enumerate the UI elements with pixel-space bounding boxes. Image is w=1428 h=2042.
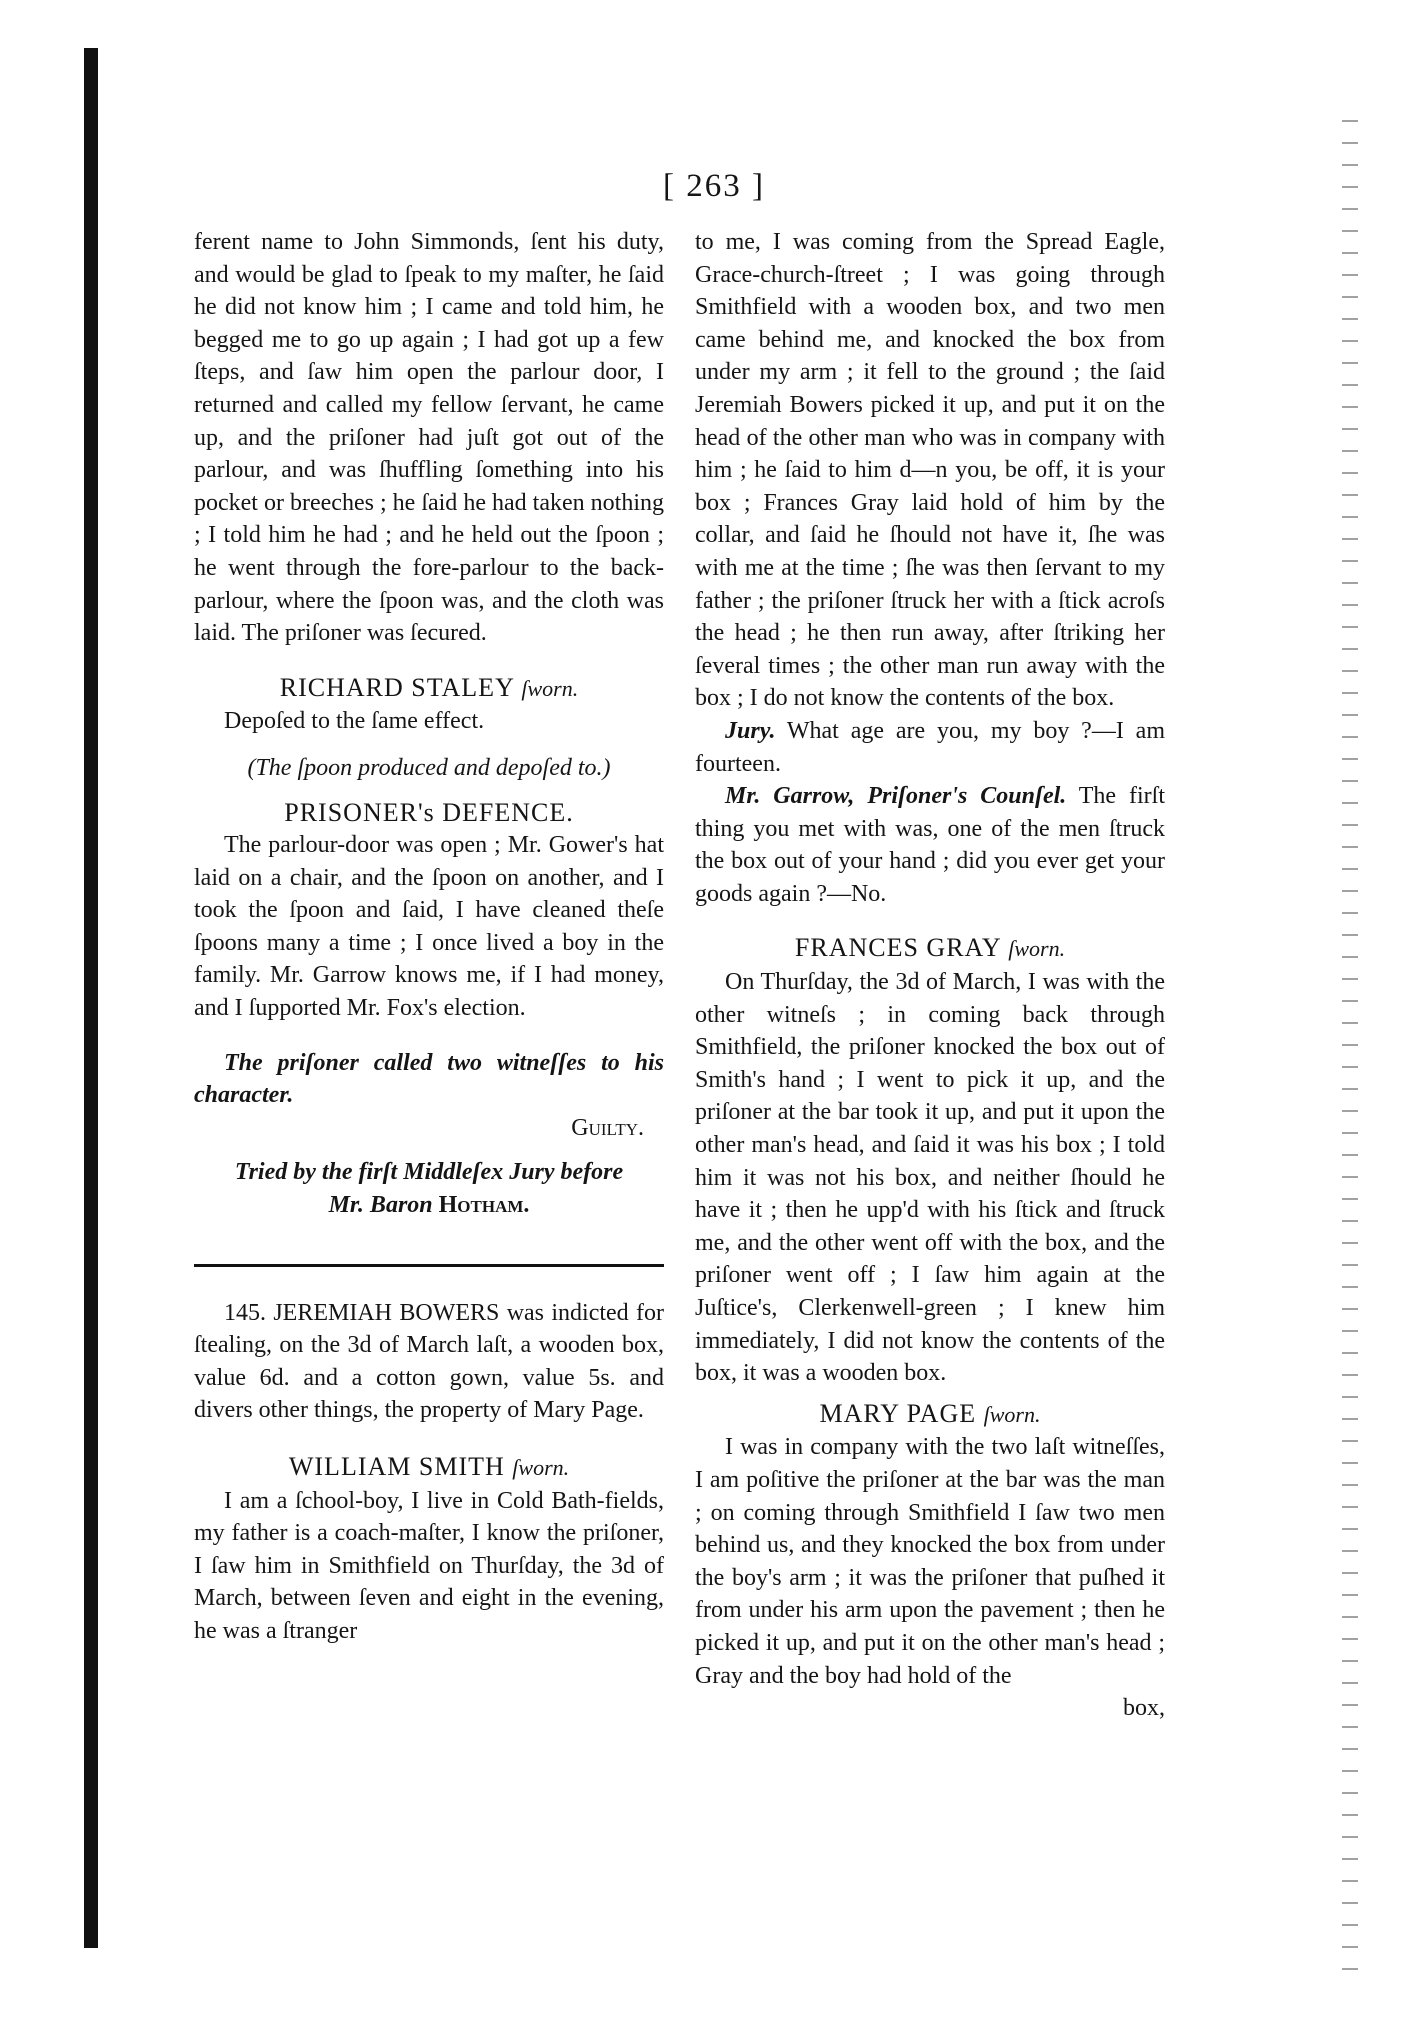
witness-heading-gray (695, 932, 1165, 966)
counsel-question (695, 780, 1165, 910)
witness-name: FRANCES GRAY (794, 933, 1001, 963)
question-text: What age are you, my boy ?—I am fourteen. (695, 717, 1165, 777)
scan-noise (1342, 120, 1358, 1980)
catchword: box, (1123, 1695, 1165, 1722)
indictment-paragraph (194, 1297, 664, 1427)
judge-name: Hotham. (438, 1192, 530, 1219)
question-text: The firſt thing you met with was, one of the men ſtruck the box out of your hand ; did you ever get your goods again ?—No. (695, 783, 1165, 907)
binding-edge (84, 48, 98, 1948)
witness-name: WILLIAM SMITH (288, 1452, 505, 1481)
smith-testimony: I am a ſchool-boy, I live in Cold Bath-fields, my father is a coach-maſter, I know the priſoner, I ſaw him in Smithfield on Thurſday, the 3d of March, between ſeven and eight in the evening, he was a ſtranger (194, 1487, 664, 1644)
jury-question (695, 715, 1165, 780)
verdict: Guilty. (571, 1114, 644, 1141)
witness-note: The priſoner called two witneſſes to his character. (194, 1049, 664, 1109)
deposition-text: Depoſed to the ſame effect. (224, 708, 485, 735)
exhibit-note: (The ſpoon produced and depoſed to.) (247, 754, 611, 781)
judge-title: Mr. Baron (328, 1192, 433, 1219)
right-column (695, 226, 1165, 1725)
defence-text: The parlour-door was open ; Mr. Gower's hat laid on a chair, and the ſpoon on another, and I took the ſpoon and ſaid, I have cleaned theſe ſpoons many a time ; I once lived a boy in the family. Mr. Garrow knows me, if I had money, and I ſupported Mr. Fox's election. (194, 832, 664, 1022)
left-column (194, 226, 664, 1648)
tried-line-1: Tried by the firſt Middleſex Jury before (234, 1159, 624, 1186)
witness-name: RICHARD STALEY (279, 672, 514, 702)
speaker-label: Jury. (725, 717, 776, 744)
sworn-label: ſworn. (1008, 936, 1066, 962)
indictment-text: JEREMIAH BOWERS was indicted for ſtealing, on the 3d of March laſt, a wooden box, value 6d. and a cotton gown, value 5s. and divers other things, the property of Mary Page. (194, 1299, 664, 1424)
sworn-label: ſworn. (521, 675, 579, 701)
sworn-label: ſworn. (983, 1401, 1041, 1427)
smith-testimony-continued: to me, I was coming from the Spread Eagle, Grace-church-ſtreet ; I was going through Smithfield with a wooden box, and two men came behind me, and knocked the box from under my arm ; it fell to the ground ; the ſaid Jeremiah Bowers picked it up, and put it on the head of the other man who was in company with him ; he ſaid to him d—n you, be off, it is your box ; Frances Gray laid hold of him by the collar, and ſaid he ſhould not have it, ſhe was with me at the time ; ſhe was then ſervant to my father ; the priſoner ſtruck her with a ſtick acroſs the head ; he then run away, after ſtriking her ſeveral times ; the other man run away with the box ; I do not know the contents of the box. (695, 229, 1165, 712)
gray-testimony: On Thurſday, the 3d of March, I was with the other witneſs ; in coming back through Smithfield, the priſoner knocked the box out of Smith's hand ; I went to pick it up, and the priſoner at the bar took it up, and put it upon the other man's head, and ſaid it was his box ; I told him it was not his box, and neither ſhould he have it ; then he upp'd with his ſtick and ſtruck me, and the other went off with the box, and the priſoner went off ; I ſaw him again at the Juſtice's, Clerkenwell-green ; I knew him immediately, I did not know the contents of the box, it was a wooden box. (695, 969, 1165, 1387)
section-heading-defence: PRISONER's DEFENCE. (284, 797, 574, 827)
case-number: 145. (224, 1299, 266, 1326)
page-number: [ 263 ] (663, 168, 765, 204)
witness-heading-page (695, 1398, 1165, 1432)
witness-heading-smith (194, 1451, 664, 1485)
witness-name: MARY PAGE (819, 1398, 977, 1428)
continued-testimony: ferent name to John Simmonds, ſent his duty, and would be glad to ſpeak to my maſter, he ſaid he did not know him ; I came and told him, he begged me to go up again ; I had got up a few ſteps, and ſaw him open the parlour door, I returned and called my fellow ſervant, he came up, and the priſoner had juſt got out of the parlour, and was ſhuffling ſomething into his pocket or breeches ; he ſaid he had taken nothing ; I told him he had ; and he held out the ſpoon ; he went through the fore-parlour to the back-parlour, where the ſpoon was, and the cloth was laid. The priſoner was ſecured. (194, 229, 664, 647)
tried-line-2 (194, 1189, 664, 1222)
page-testimony: I was in company with the two laſt witneſſes, I am poſitive the priſoner at the bar was the man ; on coming through Smithfield I ſaw two men behind us, and they knocked the box from under the boy's arm ; it was the priſoner that puſhed it from under his arm upon the pavement ; then he picked it up, and put it on the other man's head ; Gray and the boy had hold of the (695, 1434, 1165, 1689)
witness-heading-staley (194, 672, 664, 706)
speaker-label: Mr. Garrow, Priſoner's Counſel. (725, 783, 1067, 810)
sworn-label: ſworn. (512, 1455, 570, 1480)
